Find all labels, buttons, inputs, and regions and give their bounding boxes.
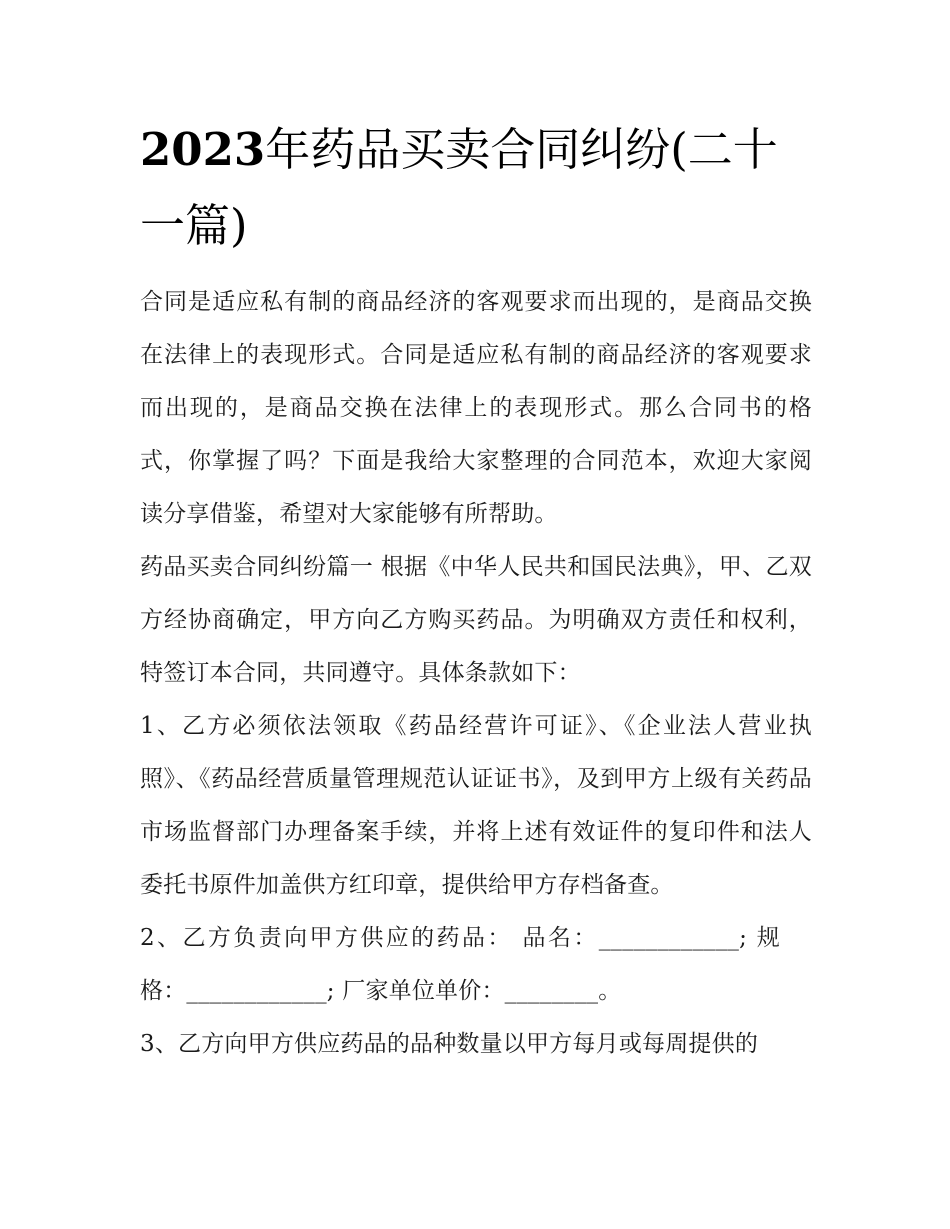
document-page bbox=[140, 112, 820, 1071]
intro-paragraph: 合同是适应私有制的商品经济的客观要求而出现的，是商品交换在法律上的表现形式。合同是适应私有制的商品经济的客观要求而出现的，是商品交换在法律上的表现形式。那么合同书的格式，你掌握了吗？下面是我给大家整理的合同范本，欢迎大家阅读分享借鉴，希望对大家能够有所帮助。 bbox=[140, 289, 812, 527]
clause-3-paragraph: 3、乙方向甲方供应药品的品种数量以甲方每月或每周提供的 bbox=[140, 1031, 759, 1057]
section-heading-paragraph: 药品买卖合同纠纷篇一 根据《中华人民共和国民法典》，甲、乙双方经协商确定，甲方向乙方购买药品。为明确双方责任和权利，特签订本合同，共同遵守。具体条款如下： bbox=[140, 554, 812, 686]
document-title bbox=[140, 112, 780, 264]
clause-1-paragraph: 1、乙方必须依法领取《药品经营许可证》、《企业法人营业执照》、《药品经营质量管理规范认证证书》，及到甲方上级有关药品市场监督部门办理备案手续，并将上述有效证件的复印件和法人委托书原件加盖供方红印章，提供给甲方存档备查。 bbox=[140, 713, 812, 898]
clause-2-paragraph: 2、乙方负责向甲方供应的药品： 品名：____________; 规格：____________; 厂家单位单价：________。 bbox=[140, 925, 780, 1004]
title-year: 2023 bbox=[140, 123, 266, 176]
title-text: 年药品买卖合同纠纷(二十一篇) bbox=[140, 123, 778, 252]
